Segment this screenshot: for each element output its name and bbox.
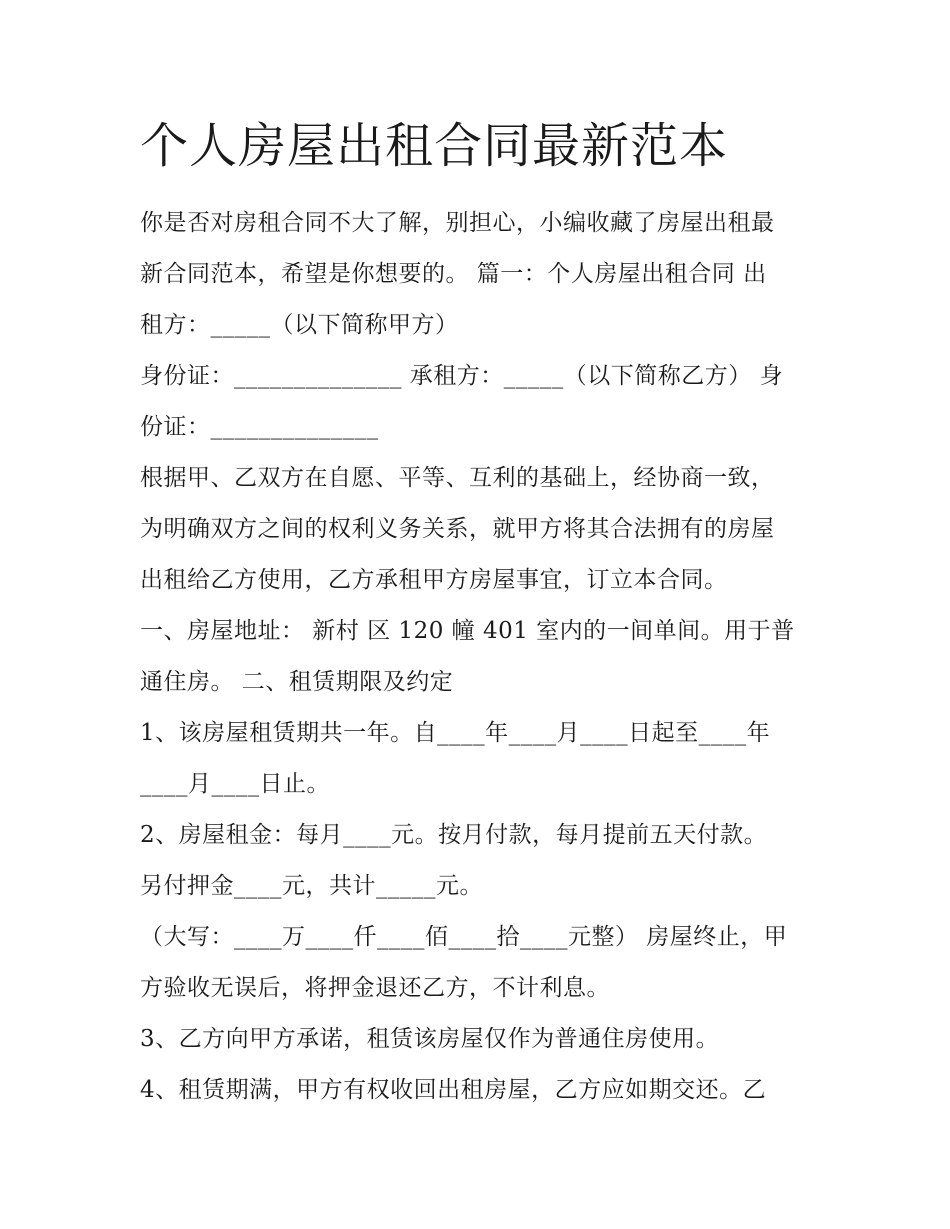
text-line: 租方：_____（以下简称甲方） bbox=[140, 312, 459, 338]
text-line: 通住房。 二、租赁期限及约定 bbox=[140, 669, 454, 695]
text-line: 3、乙方向甲方承诺，租赁该房屋仅作为普通住房使用。 bbox=[140, 1026, 720, 1052]
text-line: 1、该房屋租赁期共一年。自____年____月____日起至____年 bbox=[140, 720, 771, 746]
text-line: 根据甲、乙双方在自愿、平等、互利的基础上，经协商一致， bbox=[140, 465, 775, 491]
text-line: 新合同范本，希望是你想要的。 篇一：个人房屋出租合同 出 bbox=[140, 261, 767, 287]
text-line: 方验收无误后，将押金退还乙方，不计利息。 bbox=[140, 975, 610, 1001]
text-line: 为明确双方之间的权利义务关系，就甲方将其合法拥有的房屋 bbox=[140, 516, 775, 542]
text-line: 份证：______________ bbox=[140, 414, 379, 440]
text-line: 另付押金____元，共计_____元。 bbox=[140, 873, 483, 899]
text-line: 你是否对房租合同不大了解，别担心，小编收藏了房屋出租最 bbox=[140, 210, 775, 236]
text-line: 身份证：______________ 承租方：_____（以下简称乙方） 身 bbox=[140, 363, 784, 389]
text-line: 4、租赁期满，甲方有权收回出租房屋，乙方应如期交还。乙 bbox=[140, 1077, 767, 1103]
document-body bbox=[140, 108, 820, 1116]
text-line: 出租给乙方使用，乙方承租甲方房屋事宜，订立本合同。 bbox=[140, 567, 728, 593]
text-line: （大写：____万____仟____佰____拾____元整） 房屋终止，甲 bbox=[140, 924, 788, 950]
text-line: 一、房屋地址： 新村 区 120 幢 401 室内的一间单间。用于普 bbox=[140, 618, 795, 644]
text-line: ____月____日止。 bbox=[140, 771, 330, 797]
text-line: 2、房屋租金：每月____元。按月付款，每月提前五天付款。 bbox=[140, 822, 768, 848]
document-title: 个人房屋出租合同最新范本 bbox=[140, 118, 729, 174]
